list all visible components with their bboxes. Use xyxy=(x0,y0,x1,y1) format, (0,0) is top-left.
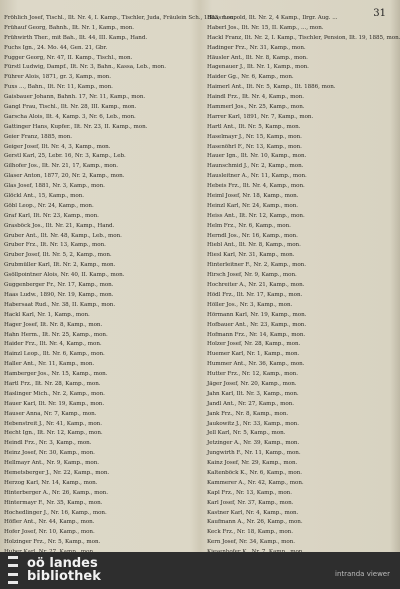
directory-entry: Harrer Karl, 1891, Nr. 7, Kamp., mon. xyxy=(207,113,314,120)
directory-entry: Hackl Franz, Ilt. Nr. 2, I. Kamp., Tischler, Pension, Ilt. 19, 1885, mon. xyxy=(207,34,400,41)
directory-entry: Kern Josef, Nr. 34, Kamp., mon. xyxy=(207,539,296,546)
directory-entry: Hartl Frz., Ilt. Nr. 28, Kamp., mon. xyxy=(4,380,101,387)
directory-entry: Hofer Josef, Nr. 10, Kamp., mon. xyxy=(4,529,95,536)
directory-entry: Gattinger Hans, Kupfer., Ilt. Nr. 23, II. Kamp., mon. xyxy=(4,123,148,130)
directory-entry: Haselmayr J., Nr. 15, Kamp., mon. xyxy=(207,133,302,140)
viewer-footer xyxy=(0,552,400,589)
directory-entry: Glaser Anton, 1877, 20, Nr. 2, Kamp., mon. xyxy=(4,173,125,180)
right-column xyxy=(207,14,400,558)
directory-entry: Jaukowitz J., Nr. 33, Kamp., mon. xyxy=(207,420,299,427)
logo-mark-icon xyxy=(8,556,22,584)
directory-entry: Habersaat Rud., Nr. 38, II. Kamp., mon. xyxy=(4,301,116,308)
directory-entry: Hellmayr Ant., Nr. 9, Kamp., mon. xyxy=(4,460,100,467)
directory-entry: Herzog Karl, Nr. 14, Kamp., mon. xyxy=(4,479,98,486)
directory-entry: Kapl Frz., Nr. 13, Kamp., mon. xyxy=(207,489,292,496)
directory-entry: Grubmüller Karl, Ilt. Nr. 2, Kamp., mon. xyxy=(4,262,116,269)
directory-entry: Jahn Karl, Ilt. Nr. 3, Kamp., mon. xyxy=(207,390,299,397)
directory-entry: Hainzl Leop., Ilt. Nr. 6, Kamp., mon. xyxy=(4,351,105,358)
directory-entry: Hiesl Karl, Nr. 31, Kamp., mon. xyxy=(207,252,295,259)
directory-entry: Holzinger Frz., Nr. 5, Kamp., mon. xyxy=(4,539,101,546)
directory-entry: Haimerl Ant., Ilt. Nr. 5, Kamp., Ilt. 1886, mon. xyxy=(207,84,336,91)
directory-entry: Hebenstreit J., Nr. 41, Kamp., mon. xyxy=(4,420,102,427)
directory-entry: Fuxs ..., Bahn., Ilt. Nr. 11, Kamp., mon. xyxy=(4,84,113,91)
directory-entry: Geier Franz, 1885, mon. xyxy=(4,133,73,140)
directory-entry: Hebeis Frz., Ilt. Nr. 4, Kamp., mon. xyxy=(207,183,305,190)
directory-entry: Hartl Ant., Ilt. Nr. 5, Kamp., mon. xyxy=(207,123,301,130)
directory-entry: Hutter Frz., Nr. 12, Kamp., mon. xyxy=(207,371,298,378)
directory-entry: Hamberger Jos., Nr. 15, Kamp., mon. xyxy=(4,371,108,378)
directory-entry: Keck Frz., Nr. 18, Kamp., mon. xyxy=(207,529,293,536)
logo-line-2: bibliothek xyxy=(27,569,101,584)
directory-entry: Gaisbauer Johann, Bahnh. 17, Nr. 11, Kamp., mon. xyxy=(4,94,146,101)
directory-entry: Fürstl Ludwig, Dampf., Ilt. Nr. 3, Bahn., Kassa, Leb., mon. xyxy=(4,64,166,71)
directory-entry: Hausleitner A., Nr. 11, Kamp., mon. xyxy=(207,173,307,180)
left-column xyxy=(4,14,236,558)
directory-entry: Graf Karl, Ilt. Nr. 23, Kamp., mon. xyxy=(4,212,99,219)
directory-entry: Hadinger Frz., Nr. 31, Kamp., mon. xyxy=(207,44,306,51)
directory-entry: Fugger Georg, Nr. 47, II. Kamp., Tischl., mon. xyxy=(4,54,133,61)
directory-entry: Hirsch Josef, Nr. 9, Kamp., mon. xyxy=(207,272,297,279)
directory-entry: Kastner Karl, Nr. 4, Kamp., mon. xyxy=(207,509,299,516)
directory-entry: Heindl Frz., Nr. 3, Kamp., mon. xyxy=(4,440,92,447)
directory-entry: Hauer Ign., Ilt. Nr. 10, Kamp., mon. xyxy=(207,153,307,160)
directory-entry: Haider Frz., Ilt. Nr. 4, Kamp., mon. xyxy=(4,341,102,348)
directory-entry: Jank Frz., Nr. 8, Kamp., mon. xyxy=(207,410,289,417)
directory-entry: Heiss Ant., Ilt. Nr. 12, Kamp., mon. xyxy=(207,212,305,219)
directory-entry: Gsöllpointner Alois, Nr. 40, II. Kamp., mon. xyxy=(4,272,125,279)
logo-line-1: oö landes xyxy=(27,556,98,571)
directory-entry: Kammerer A., Nr. 42, Kamp., mon. xyxy=(207,479,304,486)
directory-entry: Gruber Frz., Ilt. Nr. 13, Kamp., mon. xyxy=(4,242,106,249)
directory-entry: Hörmann Karl, Nr. 19, Kamp., mon. xyxy=(207,311,307,318)
logo-text xyxy=(27,557,101,583)
directory-entry: Hintermayr F., Nr. 35, Kamp., mon. xyxy=(4,499,103,506)
directory-entry: Jäger Josef, Nr. 20, Kamp., mon. xyxy=(207,380,297,387)
directory-entry: Jell Karl, Nr. 5, Kamp., mon. xyxy=(207,430,286,437)
directory-entry: Haindl Frz., Ilt. Nr. 4, Kamp., mon. xyxy=(207,94,305,101)
directory-entry: Haberl Jos., Ilt. Nr. 15, II. Kamp., ..., mon. xyxy=(207,24,324,31)
directory-entry: Fröhlich Josef, Tischl., Ilt. Nr. 4, I. Kamp., Tischler, Juda, Fräulein Sch., 1883, mon. xyxy=(4,15,236,21)
directory-entry: Göbl Leop., Nr. 24, Kamp., mon. xyxy=(4,202,94,209)
directory-entry: Hammerl Jos., Nr. 25, Kamp., mon. xyxy=(207,104,305,111)
directory-entry: Haas Leopold, Ilt. Nr. 2, 4 Kamp., Ilrgr. Aug. ... xyxy=(207,15,338,21)
directory-entry: Hahn Herm., Ilt. Nr. 25, Kamp., mon. xyxy=(4,331,108,338)
directory-entry: Gerstl Karl, 25, Lebr. 16, Nr. 3, Kamp., Leb. xyxy=(4,153,126,160)
directory-entry: Hochedlinger J., Nr. 16, Kamp., mon. xyxy=(4,509,107,516)
directory-entry: Gruber Ant., Ilt. Nr. 48, Kamp., Leb., mon. xyxy=(4,232,122,239)
directory-entry: Guggenberger Fr., Nr. 17, Kamp., mon. xyxy=(4,282,114,289)
directory-entry: Führer Alois, 1871, gr. 3, Kamp., mon. xyxy=(4,74,111,81)
directory-entry: Helm Frz., Nr. 6, Kamp., mon. xyxy=(207,222,291,229)
directory-entry: Heinzl Karl, Nr. 24, Kamp., mon. xyxy=(207,202,298,209)
directory-entry: Hochreiter A., Nr. 21, Kamp., mon. xyxy=(207,282,305,289)
directory-entry: Hauser Anna, Nr. 7, Kamp., mon. xyxy=(4,410,97,417)
directory-entry: Hinterberger A., Nr. 26, Kamp., mon. xyxy=(4,489,108,496)
directory-entry: Hofbauer Ant., Nr. 23, Kamp., mon. xyxy=(207,321,307,328)
directory-entry: Hager Josef, Ilt. Nr. 8, Kamp., mon. xyxy=(4,321,103,328)
directory-entry: Haas Ludw., 1890, Nr. 19, Kamp., mon. xyxy=(4,291,114,298)
directory-entry: Frühauf Georg, Bahnh., Ilt. Nr. 1, Kamp., mon. xyxy=(4,24,135,31)
directory-entry: Gangl Frau, Tischl., Ilt. Nr. 28, III. Kamp., mon. xyxy=(4,104,137,111)
directory-entry: Hinterleitner F., Nr. 2, Kamp., mon. xyxy=(207,262,306,269)
directory-entry: Jungwirth F., Nr. 11, Kamp., mon. xyxy=(207,450,301,457)
directory-entry: Heiml Josef, Nr. 18, Kamp., mon. xyxy=(207,193,299,200)
directory-entry: Hecht Ign., Ilt. Nr. 12, Kamp., mon. xyxy=(4,430,103,437)
directory-entry: Huemer Karl, Nr. 1, Kamp., mon. xyxy=(207,351,300,358)
directory-entry: Hofmann Frz., Nr. 14, Kamp., mon. xyxy=(207,331,306,338)
directory-entry: Herndl Jos., Nr. 16, Kamp., mon. xyxy=(207,232,298,239)
directory-entry: Garscha Alois, Ilt. 4, Kamp. 3, Nr. 6, Leb., mon. xyxy=(4,113,136,120)
directory-entry: Haunschmid J., Nr. 2, Kamp., mon. xyxy=(207,163,304,170)
directory-entry: Karl Josef, Nr. 37, Kamp., mon. xyxy=(207,499,294,506)
directory-entry: Fuchs Ign., 24. Mo. 44, Gen. 21, Gbr. xyxy=(4,44,108,51)
directory-entry: Jandl Ant., Nr. 27, Kamp., mon. xyxy=(207,400,294,407)
directory-entry: Hagenauer J., Ilt. Nr. 1, Kamp., mon. xyxy=(207,64,309,71)
directory-entry: Gruber Josef, Ilt. Nr. 5, 2, Kamp., mon. xyxy=(4,252,112,259)
directory-entry: Kainz Josef, Nr. 29, Kamp., mon. xyxy=(207,460,298,467)
directory-entry: Hemetsberger J., Nr. 22, Kamp., mon. xyxy=(4,469,110,476)
directory-entry: Glöckl Ant., 15, Kamp., mon. xyxy=(4,193,84,200)
directory-entry: Haslinger Mich., Nr. 2, Kamp., mon. xyxy=(4,390,105,397)
directory-entry: Haller Ant., Nr. 11, Kamp., mon. xyxy=(4,361,95,368)
directory-entry: Glas Josef, 1881, Nr. 3, Kamp., mon. xyxy=(4,183,105,190)
directory-entry: Hummer Ant., Nr. 36, Kamp., mon. xyxy=(207,361,305,368)
directory-entry: Frühwirth Ther., mit Bah., Ilt. 44, III. Kamp., Hand. xyxy=(4,34,148,41)
viewer-credit[interactable]: intranda viewer xyxy=(335,570,390,578)
directory-entry: Holzer Josef, Nr. 28, Kamp., mon. xyxy=(207,341,301,348)
directory-entry: Hasenöhrl F., Nr. 13, Kamp., mon. xyxy=(207,143,302,150)
directory-entry: Haider Gg., Nr. 6, Kamp., mon. xyxy=(207,74,294,81)
page-number: 31 xyxy=(373,8,386,19)
directory-entry: Hackl Karl, Nr. 1, Kamp., mon. xyxy=(4,311,90,318)
directory-entry: Geiger Josef, Ilt. Nr. 4, 3, Kamp., mon. xyxy=(4,143,111,150)
directory-entry: Hiebl Ant., Ilt. Nr. 8, Kamp., mon. xyxy=(207,242,301,249)
directory-entry: Häusler Ant., Ilt. Nr. 8, Kamp., mon. xyxy=(207,54,308,61)
directory-entry: Gilhofer Jos., Ilt. Nr. 21, 17, Kamp., mon. xyxy=(4,163,118,170)
directory-entry: Höller Jos., Nr. 3, Kamp., mon. xyxy=(207,301,293,308)
directory-entry: Hauer Karl, Ilt. Nr. 19, Kamp., mon. xyxy=(4,400,105,407)
directory-entry: Kaltenböck K., Nr. 6, Kamp., mon. xyxy=(207,469,302,476)
directory-entry: Jetzinger A., Nr. 39, Kamp., mon. xyxy=(207,440,300,447)
directory-entry: Heinz Josef, Nr. 30, Kamp., mon. xyxy=(4,450,95,457)
directory-entry: Hödl Frz., Ilt. Nr. 17, Kamp., mon. xyxy=(207,291,303,298)
library-logo[interactable] xyxy=(8,556,101,584)
directory-entry: Grasböck Jos., Ilt. Nr. 21, Kamp., Hand. xyxy=(4,222,115,229)
directory-entry: Höfler Ant., Nr. 44, Kamp., mon. xyxy=(4,519,95,526)
directory-entry: Kaufmann A., Nr. 26, Kamp., mon. xyxy=(207,519,303,526)
